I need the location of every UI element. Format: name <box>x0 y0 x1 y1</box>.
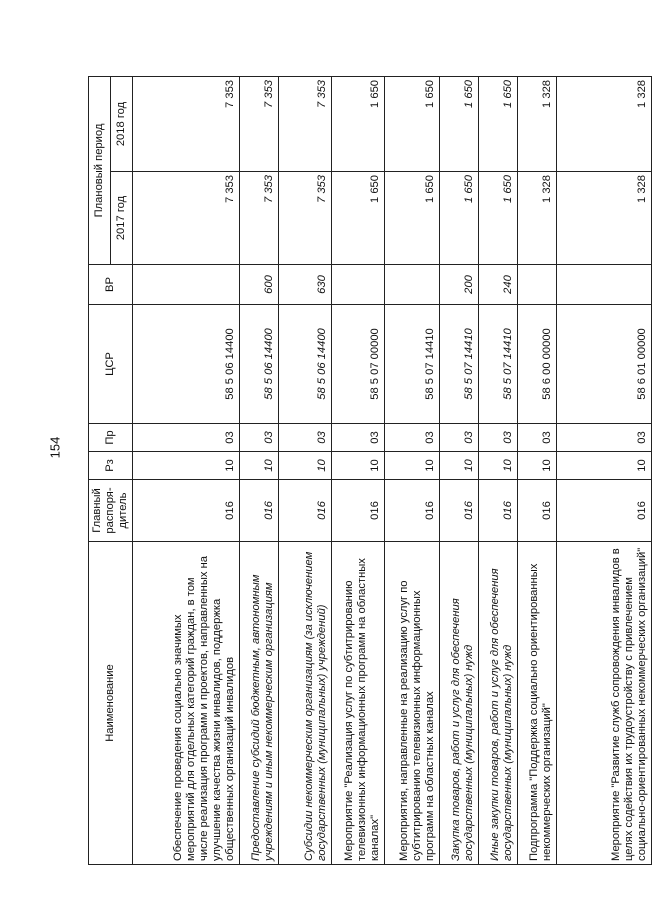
budget-table-wrapper <box>88 77 648 865</box>
cell-vr <box>331 265 384 305</box>
cell-name: Закупка товаров, работ и услуг для обеспечения государственных (муниципальных) нужд <box>439 542 478 865</box>
cell-2018: 1 650 <box>331 76 384 171</box>
cell-csr: 58 5 06 14400 <box>133 305 240 424</box>
cell-2017: 1 650 <box>439 172 478 265</box>
cell-rz: 10 <box>439 452 478 480</box>
cell-pr: 03 <box>478 424 517 452</box>
cell-rz: 10 <box>478 452 517 480</box>
cell-pr: 03 <box>517 424 556 452</box>
table-row <box>331 76 384 864</box>
cell-csr: 58 5 07 14410 <box>385 305 439 424</box>
cell-2017: 7 353 <box>278 172 331 265</box>
cell-rz: 10 <box>385 452 439 480</box>
cell-2018: 1 328 <box>556 76 651 171</box>
cell-admin: 016 <box>331 480 384 542</box>
cell-admin: 016 <box>478 480 517 542</box>
cell-pr: 03 <box>133 424 240 452</box>
cell-pr: 03 <box>331 424 384 452</box>
table-row <box>278 76 331 864</box>
cell-rz: 10 <box>556 452 651 480</box>
header-vr: ВР <box>89 265 133 305</box>
table-row <box>239 76 278 864</box>
table-row <box>385 76 439 864</box>
cell-vr: 240 <box>478 265 517 305</box>
cell-2018: 7 353 <box>278 76 331 171</box>
cell-csr: 58 5 07 14410 <box>439 305 478 424</box>
cell-csr: 58 5 06 14400 <box>278 305 331 424</box>
header-pr: Пр <box>89 424 133 452</box>
cell-2018: 7 353 <box>133 76 240 171</box>
cell-2018: 1 650 <box>478 76 517 171</box>
cell-rz: 10 <box>133 452 240 480</box>
cell-name: Подпрограмма "Поддержка социально ориентированных некоммерческих организаций" <box>517 542 556 865</box>
cell-vr <box>556 265 651 305</box>
cell-admin: 016 <box>278 480 331 542</box>
cell-pr: 03 <box>439 424 478 452</box>
cell-csr: 58 5 06 14400 <box>239 305 278 424</box>
header-2018: 2018 год <box>111 76 133 171</box>
header-name: Наименование <box>89 542 133 865</box>
header-admin: Главный распоря-дитель <box>89 480 133 542</box>
cell-admin: 016 <box>133 480 240 542</box>
cell-csr: 58 5 07 00000 <box>331 305 384 424</box>
cell-name: Мероприятие "Развитие служб сопровождения инвалидов в целях содействия их трудоустройству с привлечением социально-ориентированных некоммерческих организаций" <box>556 542 651 865</box>
cell-2018: 1 650 <box>439 76 478 171</box>
cell-2017: 1 650 <box>385 172 439 265</box>
cell-rz: 10 <box>278 452 331 480</box>
cell-name: Обеспечение проведения социально значимых мероприятий для отдельных категорий граждан, в том числе реализация программ и проектов, направленных на улучшение качества жизни инвалидов, поддержка общественных организаций инвалидов <box>133 542 240 865</box>
cell-admin: 016 <box>439 480 478 542</box>
cell-admin: 016 <box>556 480 651 542</box>
header-csr: ЦСР <box>89 305 133 424</box>
cell-2018: 1 328 <box>517 76 556 171</box>
cell-name: Субсидии некоммерческим организациям (за исключением государственных (муниципальных) учреждений) <box>278 542 331 865</box>
cell-vr: 200 <box>439 265 478 305</box>
cell-csr: 58 5 07 14410 <box>478 305 517 424</box>
table-header-row <box>89 76 111 864</box>
cell-vr: 630 <box>278 265 331 305</box>
cell-admin: 016 <box>239 480 278 542</box>
cell-2017: 1 650 <box>478 172 517 265</box>
page-number: 154 <box>47 436 63 459</box>
cell-2017: 7 353 <box>133 172 240 265</box>
budget-table <box>88 76 652 865</box>
table-row <box>556 76 651 864</box>
cell-name: Мероприятие "Реализация услуг по субтитрированию телевизионных информационных программ на областных каналах" <box>331 542 384 865</box>
cell-2017: 1 328 <box>556 172 651 265</box>
cell-vr <box>517 265 556 305</box>
header-rz: Рз <box>89 452 133 480</box>
cell-name: Мероприятия, направленные на реализацию услуг по субтитрированию телевизионных информационных программ на областных каналах <box>385 542 439 865</box>
cell-2017: 1 328 <box>517 172 556 265</box>
cell-2017: 7 353 <box>239 172 278 265</box>
cell-admin: 016 <box>517 480 556 542</box>
table-row <box>439 76 478 864</box>
cell-2018: 7 353 <box>239 76 278 171</box>
cell-vr: 600 <box>239 265 278 305</box>
cell-2017: 1 650 <box>331 172 384 265</box>
cell-csr: 58 6 00 00000 <box>517 305 556 424</box>
table-row <box>478 76 517 864</box>
cell-pr: 03 <box>556 424 651 452</box>
cell-rz: 10 <box>331 452 384 480</box>
cell-vr <box>385 265 439 305</box>
table-row <box>517 76 556 864</box>
cell-rz: 10 <box>239 452 278 480</box>
header-planned-period: Плановый период <box>89 76 111 264</box>
cell-admin: 016 <box>385 480 439 542</box>
cell-2018: 1 650 <box>385 76 439 171</box>
cell-name: Иные закупки товаров, работ и услуг для обеспечения государственных (муниципальных) нужд <box>478 542 517 865</box>
cell-rz: 10 <box>517 452 556 480</box>
cell-name: Предоставление субсидий бюджетным, автономным учреждениям и иным некоммерческим организациям <box>239 542 278 865</box>
cell-pr: 03 <box>239 424 278 452</box>
cell-pr: 03 <box>278 424 331 452</box>
table-row <box>133 76 240 864</box>
cell-pr: 03 <box>385 424 439 452</box>
cell-csr: 58 6 01 00000 <box>556 305 651 424</box>
cell-vr <box>133 265 240 305</box>
header-2017: 2017 год <box>111 172 133 265</box>
